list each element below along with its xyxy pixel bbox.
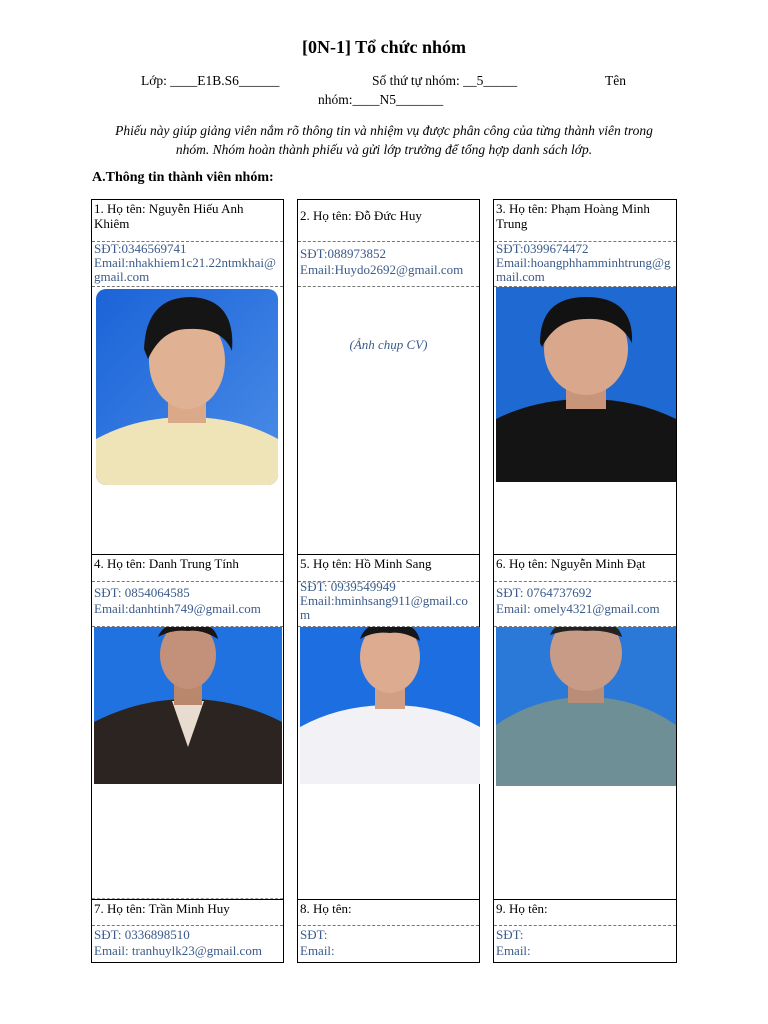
member-phone: SĐT: 0336898510 bbox=[94, 927, 190, 942]
member-card-1 bbox=[91, 199, 284, 555]
member-email: Email: omely4321@gmail.com bbox=[496, 601, 660, 616]
page-title: [0N-1] Tổ chức nhóm bbox=[302, 37, 466, 57]
member-photo bbox=[496, 627, 676, 786]
member-card-4 bbox=[91, 554, 284, 900]
member-contact bbox=[298, 927, 479, 959]
member-name: 7. Họ tên: Trần Minh Huy bbox=[92, 900, 283, 926]
class-field: Lớp: ____E1B.S6______ bbox=[141, 73, 280, 88]
member-name: 8. Họ tên: bbox=[298, 900, 479, 926]
group-name-label: Tên bbox=[605, 73, 626, 88]
member-photo bbox=[94, 627, 282, 784]
member-card-6 bbox=[493, 554, 677, 900]
member-phone: SĐT: 0939549949 bbox=[300, 579, 396, 594]
photo-divider bbox=[92, 286, 283, 287]
member-card-7 bbox=[91, 899, 284, 963]
member-contact bbox=[494, 927, 676, 959]
member-email: Email:nhakhiem1c21.22ntmkhai@gmail.com bbox=[94, 255, 277, 284]
member-contact bbox=[92, 585, 283, 617]
member-email: Email: tranhuylk23@gmail.com bbox=[94, 943, 262, 958]
group-name-field: nhóm:____N5_______ bbox=[318, 92, 444, 107]
member-contact bbox=[298, 246, 479, 278]
member-name: 9. Họ tên: bbox=[494, 900, 676, 926]
group-number-field: Số thứ tự nhóm: __5_____ bbox=[372, 73, 518, 88]
member-card-3 bbox=[493, 199, 677, 555]
member-contact bbox=[92, 927, 283, 959]
member-card-8 bbox=[297, 899, 480, 963]
member-email: Email: bbox=[300, 943, 335, 958]
member-name: 2. Họ tên: Đỗ Đức Huy bbox=[298, 200, 479, 242]
instruction-note: Phiếu này giúp giảng viên nắm rõ thông tin và nhiệm vụ được phân công của từng thành viên trong nhóm. Nhóm hoàn thành phiếu và gửi lớp trưởng để tổng hợp danh sách lớp. bbox=[115, 123, 653, 157]
member-photo bbox=[496, 287, 676, 482]
member-name: 1. Họ tên: Nguyễn Hiếu Anh Khiêm bbox=[92, 200, 283, 242]
member-contact bbox=[494, 585, 676, 617]
member-email: Email:hminhsang911@gmail.com bbox=[300, 593, 468, 622]
member-name: 3. Họ tên: Phạm Hoàng Minh Trung bbox=[494, 200, 676, 242]
member-phone: SĐT: bbox=[496, 927, 524, 942]
member-card-5 bbox=[297, 554, 480, 900]
photo-placeholder: (Ảnh chụp CV) bbox=[349, 337, 428, 352]
member-phone: SĐT:088973852 bbox=[300, 246, 387, 261]
member-email: Email: bbox=[496, 943, 531, 958]
member-photo bbox=[300, 627, 480, 784]
member-email: Email:Huydo2692@gmail.com bbox=[300, 262, 464, 277]
photo-divider bbox=[298, 286, 479, 287]
member-name: 6. Họ tên: Nguyễn Minh Đạt bbox=[494, 555, 676, 582]
member-phone: SĐT: 0854064585 bbox=[94, 585, 190, 600]
member-phone: SĐT:0399674472 bbox=[496, 241, 589, 256]
member-contact bbox=[494, 242, 676, 284]
member-contact bbox=[298, 580, 479, 622]
member-contact bbox=[92, 242, 283, 284]
member-card-9 bbox=[493, 899, 677, 963]
member-email: Email:danhtinh749@gmail.com bbox=[94, 601, 261, 616]
section-title: A.Thông tin thành viên nhóm: bbox=[92, 170, 274, 185]
member-phone: SĐT: bbox=[300, 927, 328, 942]
member-name: 5. Họ tên: Hồ Minh Sang bbox=[298, 555, 479, 582]
member-name: 4. Họ tên: Danh Trung Tính bbox=[92, 555, 283, 582]
member-card-2 bbox=[297, 199, 480, 555]
member-email: Email:hoangphhamminhtrung@gmail.com bbox=[496, 255, 671, 284]
member-phone: SĐT:0346569741 bbox=[94, 241, 187, 256]
member-phone: SĐT: 0764737692 bbox=[496, 585, 592, 600]
member-photo bbox=[96, 289, 278, 485]
